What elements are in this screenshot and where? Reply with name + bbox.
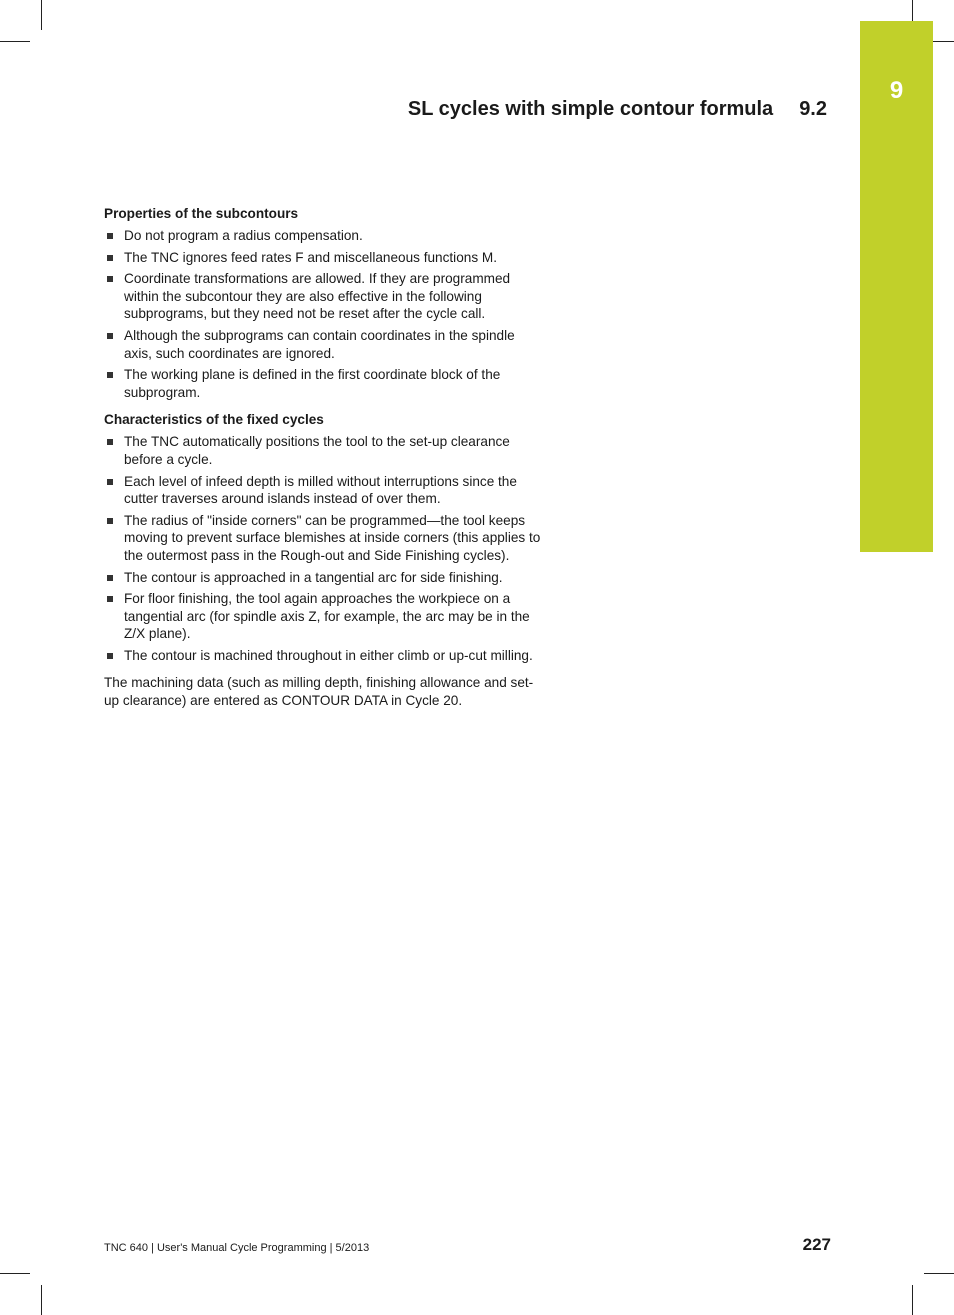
section-number: 9.2 xyxy=(799,98,827,120)
chapter-tab xyxy=(860,21,933,552)
crop-mark xyxy=(924,1273,954,1274)
square-bullet-icon xyxy=(107,439,113,445)
crop-mark xyxy=(0,1273,30,1274)
page-number: 227 xyxy=(802,1235,831,1254)
list-item: Do not program a radius compensation. xyxy=(104,227,546,245)
main-content xyxy=(104,205,546,710)
list-item: Coordinate transformations are allowed. If they are programmed within the subcontour they are also effective in the following subprograms, but they need not be reset after the cycle call. xyxy=(104,270,546,323)
square-bullet-icon xyxy=(107,518,113,524)
running-header xyxy=(408,98,827,121)
crop-mark xyxy=(912,1285,913,1315)
fixed-cycles-heading: Characteristics of the fixed cycles xyxy=(104,412,324,428)
list-item: Each level of infeed depth is milled without interruptions since the cutter traverses around islands instead of over them. xyxy=(104,473,546,508)
square-bullet-icon xyxy=(107,276,113,282)
crop-mark xyxy=(41,0,42,30)
list-item: The working plane is defined in the first coordinate block of the subprogram. xyxy=(104,366,546,401)
section-title: SL cycles with simple contour formula xyxy=(407,98,774,120)
footer-text: TNC 640 | User's Manual Cycle Programming | 5/2013 xyxy=(104,1242,370,1254)
crop-mark xyxy=(41,1285,42,1315)
list-item: The contour is approached in a tangential arc for side finishing. xyxy=(104,569,546,587)
list-item: For floor finishing, the tool again approaches the workpiece on a tangential arc (for spindle axis Z, for example, the arc may be in the Z/X plane). xyxy=(104,590,546,643)
list-item: The TNC ignores feed rates F and miscellaneous functions M. xyxy=(104,249,546,267)
square-bullet-icon xyxy=(107,596,113,602)
subcontours-list xyxy=(104,227,546,401)
square-bullet-icon xyxy=(107,653,113,659)
list-item: The radius of "inside corners" can be programmed—the tool keeps moving to prevent surface blemishes at inside corners (this applies to the outermost pass in the Rough-out and Side Finishing cycles). xyxy=(104,512,546,565)
square-bullet-icon xyxy=(107,575,113,581)
chapter-number: 9 xyxy=(889,77,904,104)
fixed-cycles-list xyxy=(104,433,546,664)
square-bullet-icon xyxy=(107,233,113,239)
list-item: Although the subprograms can contain coordinates in the spindle axis, such coordinates are ignored. xyxy=(104,327,546,362)
closing-paragraph: The machining data (such as milling depth, finishing allowance and set-up clearance) are entered as CONTOUR DATA in Cycle 20. xyxy=(104,675,534,709)
list-item: The contour is machined throughout in either climb or up-cut milling. xyxy=(104,647,546,665)
square-bullet-icon xyxy=(107,333,113,339)
crop-mark xyxy=(0,41,30,42)
square-bullet-icon xyxy=(107,479,113,485)
square-bullet-icon xyxy=(107,372,113,378)
list-item: The TNC automatically positions the tool to the set-up clearance before a cycle. xyxy=(104,433,546,468)
square-bullet-icon xyxy=(107,255,113,261)
subcontours-heading: Properties of the subcontours xyxy=(104,206,299,221)
